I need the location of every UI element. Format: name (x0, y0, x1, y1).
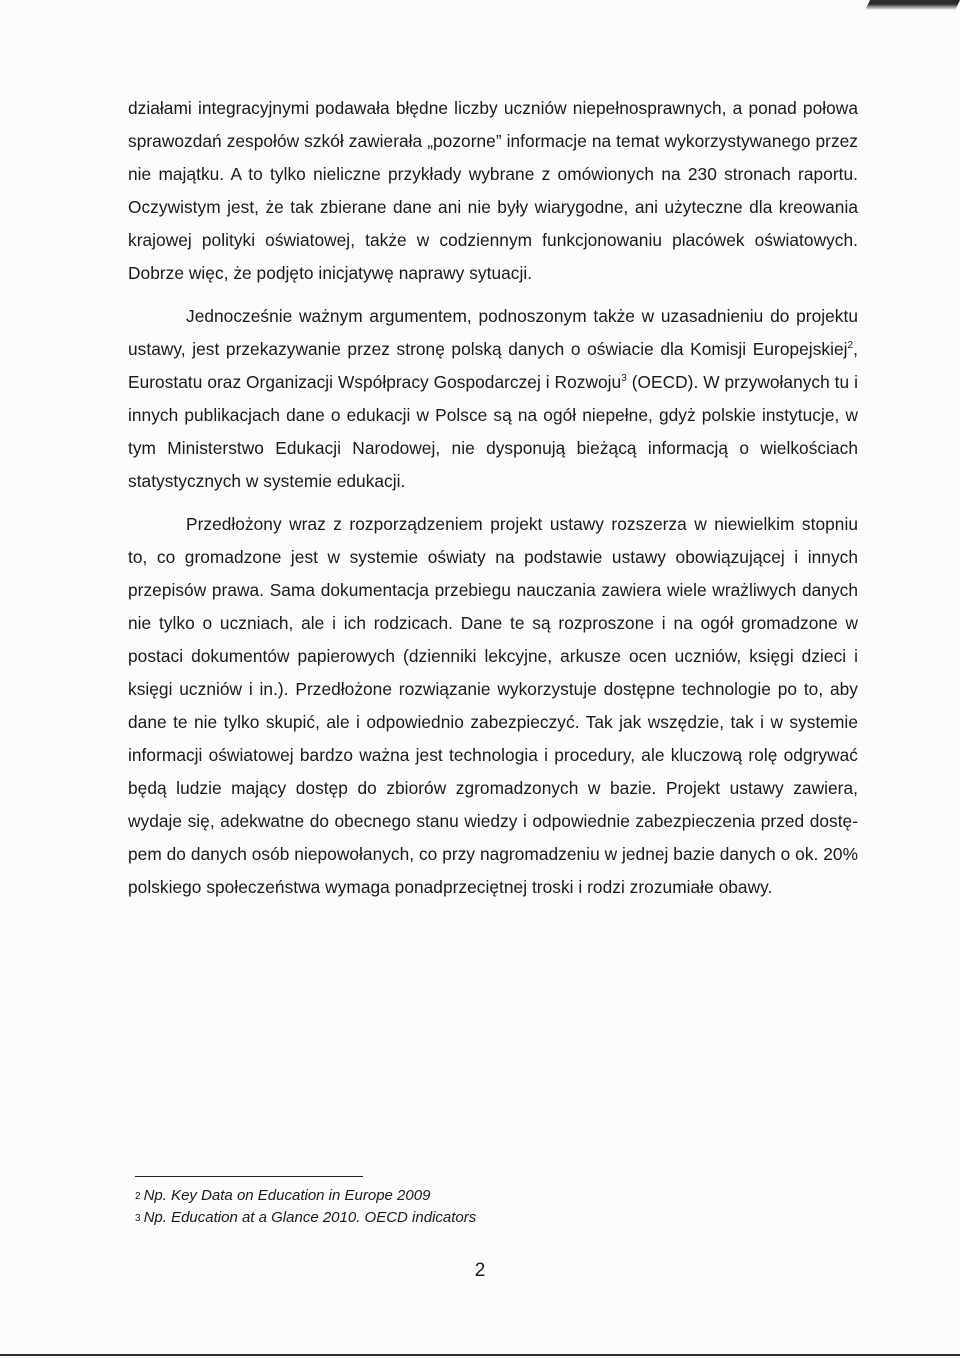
footnote-ref-2: 2 (847, 340, 854, 351)
page-number: 2 (474, 1260, 486, 1281)
footnote-separator (135, 1176, 363, 1177)
scan-bottom-edge (0, 1354, 960, 1356)
paragraph-2 (128, 300, 858, 498)
footnotes (135, 1185, 735, 1229)
footnote-3 (135, 1207, 735, 1229)
footnote-text: Np. Education at a Glance 2010. OECD indicators (143, 1209, 477, 1226)
paragraph-2-text-c: (OECD). W przywołanych tu i innych publikacjach dane o edukacji w Polsce są na ogół niepełne, gdyż polskie instytucje, w tym Ministerstwo Edukacji Narodowej, nie dysponują bieżącą informacją o wielkościach statystycznych w systemie edukacji. (128, 372, 858, 491)
paragraph-1-text: działami integracyjnymi podawała błędne liczby uczniów niepełnosprawnych, a ponad połowa sprawozdań zespołów szkół zawierała „pozorne” informacje na temat wykorzystywanego przez nie majątku. A to tylko nieliczne przykłady wybrane z omówionych na 230 stronach raportu. Oczywistym jest, że tak zbierane dane ani nie były wiarygodne, ani użyteczne dla kreowania krajowej polityki oświatowej, także w codziennym funkcjonowaniu placówek oświatowych. Dobrze więc, że podjęto inicjatywę naprawy sytuacji. (128, 98, 858, 283)
paragraph-1 (128, 92, 858, 290)
paragraph-2-text-b: , Eurostatu oraz Organizacji Współpracy Gospodarczej i Rozwoju (128, 339, 858, 392)
footnote-number: 2 (135, 1191, 141, 1202)
footnote-text: Np. Key Data on Education in Europe 2009 (143, 1187, 431, 1204)
scan-corner-mark (865, 0, 960, 10)
footnote-ref-3: 3 (621, 373, 627, 384)
paragraph-2-text-a: Jednocześnie ważnym argumentem, podnoszonym także w uzasadnieniu do projektu ustawy, jest przekazywanie przez stronę polską danych o oświacie dla Komisji Europejskiej (128, 306, 858, 359)
footnote-2 (135, 1185, 735, 1207)
body-text (128, 92, 858, 904)
footnote-number: 3 (135, 1213, 141, 1224)
paragraph-3 (128, 508, 858, 904)
paragraph-3-text: Przedłożony wraz z rozporządzeniem projekt ustawy rozszerza w niewielkim stopniu to, co gromadzone jest w systemie oświaty na podstawie ustawy obowiązującej i innych przepisów prawa. Sama dokumentacja przebiegu nauczania zawiera wiele wrażliwych danych nie tylko o uczniach, ale i ich rodzicach. Dane te są rozproszone i na ogół gromadzone w postaci dokumentów papierowych (dzienniki lekcyjne, arkusze ocen uczniów, księgi dzieci i księgi uczniów i in.). Przedłożone rozwiązanie wykorzystuje dostępne technologie po to, aby dane te nie tylko skupić, ale i odpowiednio zabezpieczyć. Tak jak wszędzie, tak i w systemie informacji oświatowej bardzo ważna jest technologia i procedury, ale kluczową rolę odgrywać będą ludzie mający dostęp do zbiorów zgromadzonych w bazie. Projekt ustawy zawiera, wydaje się, adekwatne do obecnego stanu wiedzy i odpowiednie zabezpieczenia przed dostępem do danych osób niepowołanych, co przy nagromadzeniu w jednej bazie danych o ok. 20% polskiego społeczeństwa wymaga ponadprzeciętnej troski i rodzi zrozumiałe obawy. (128, 514, 858, 897)
